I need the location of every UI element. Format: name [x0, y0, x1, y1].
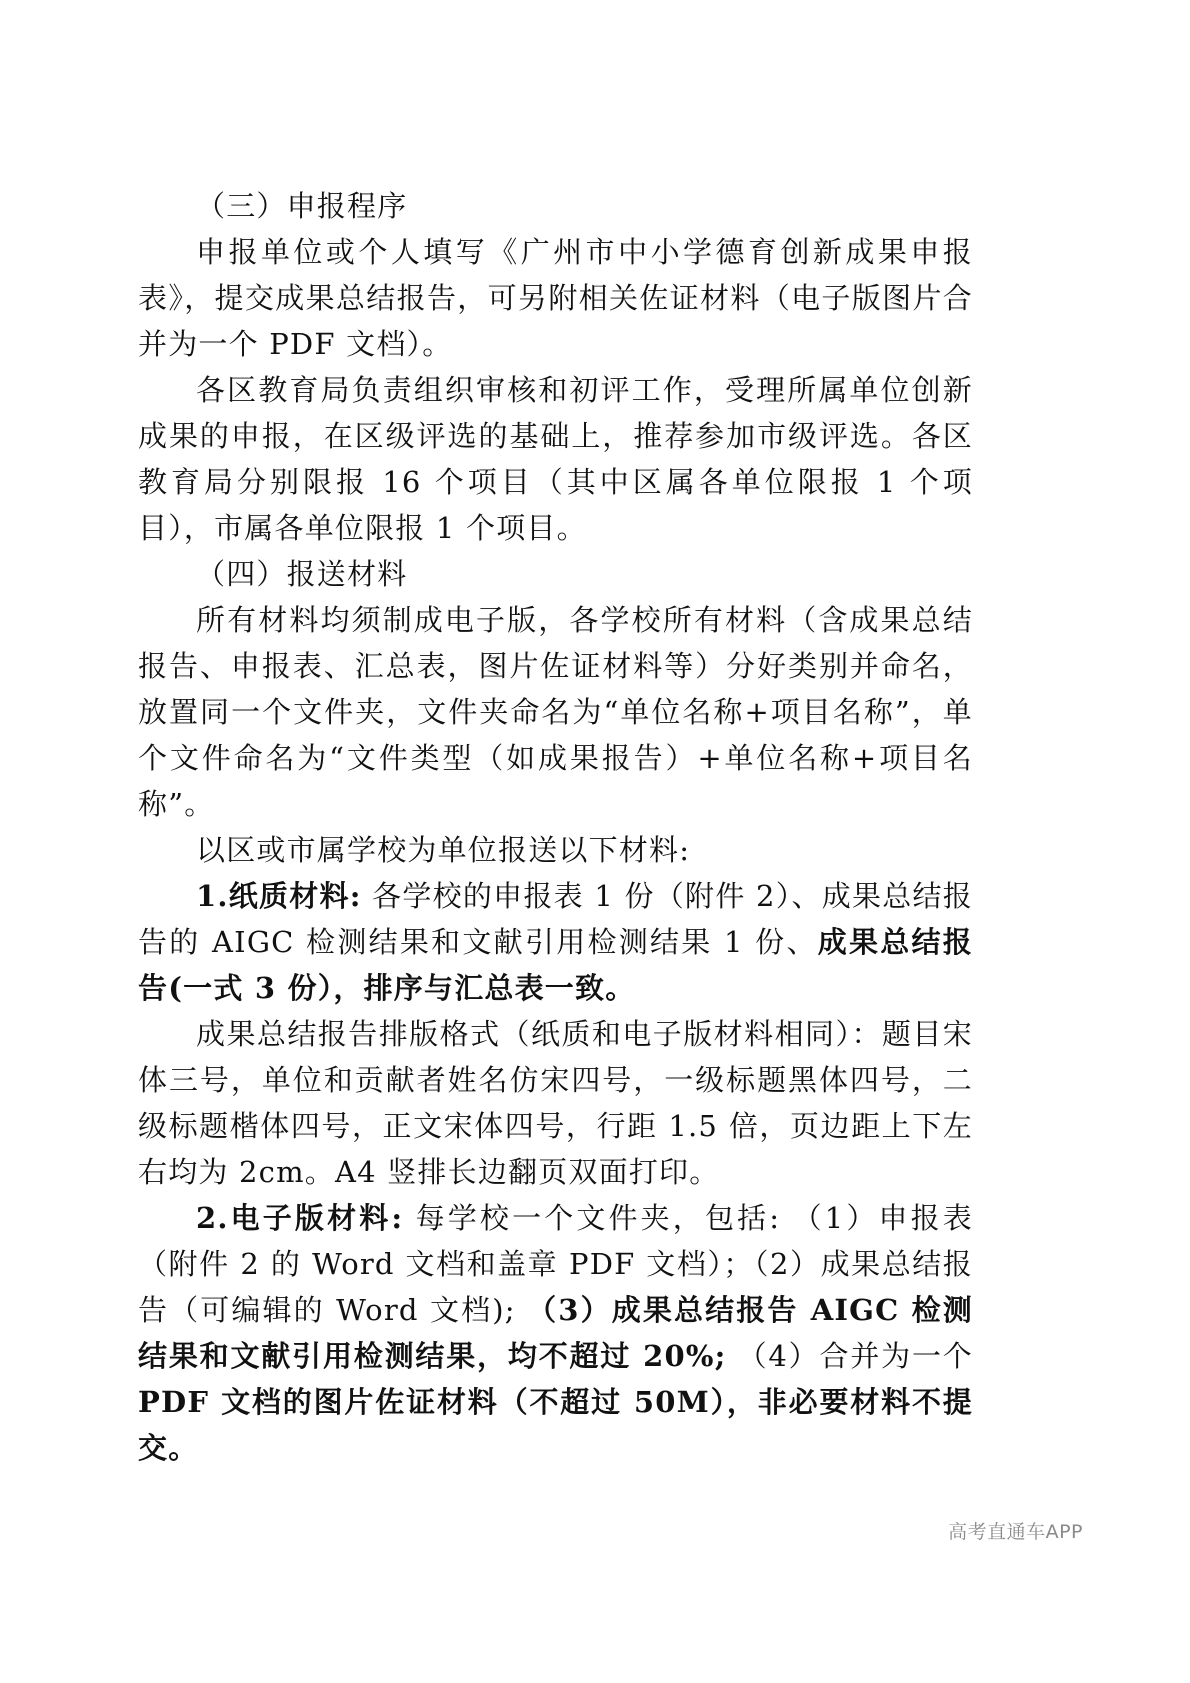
- paper-materials-label: 1.纸质材料:: [196, 879, 362, 913]
- section-heading-materials: （四）报送材料: [196, 557, 408, 591]
- paragraph-submission-intro: 以区或市属学校为单位报送以下材料:: [196, 833, 691, 867]
- electronic-materials-text-2: （4）合并为一个: [726, 1339, 973, 1373]
- paragraph-file-naming: 所有材料均须制成电子版，各学校所有材料（含成果总结报告、申报表、汇总表，图片佐证材料等）分好类别并命名，放置同一个文件夹，文件夹命名为“单位名称+项目名称”，单个文件命名为“文件类型（如成果报告）+单位名称+项目名称”。: [138, 603, 973, 821]
- electronic-materials-bold-1: （3）成果总结报告 AIGC 检测结果和文献引用检测结果，均不超过 20%;: [138, 1293, 973, 1373]
- document-body: [138, 183, 973, 1471]
- electronic-materials-text-1: 每学校一个文件夹，包括: （1）申报表（附件 2 的 Word 文档和盖章 PDF 文档）；（2）成果总结报告（可编辑的 Word 文档);: [138, 1201, 973, 1327]
- paragraph-application-form: 申报单位或个人填写《广州市中小学德育创新成果申报表》，提交成果总结报告，可另附相关佐证材料（电子版图片合并为一个 PDF 文档）。: [138, 235, 973, 361]
- paper-materials-text: 各学校的申报表 1 份（附件 2）、成果总结报告的 AIGC 检测结果和文献引用检测结果 1 份、: [138, 879, 973, 959]
- electronic-materials-label: 2.电子版材料:: [196, 1201, 404, 1235]
- paragraph-paper-materials: [138, 873, 973, 1011]
- section-heading-procedure: （三）申报程序: [196, 189, 408, 223]
- paragraph-electronic-materials: [138, 1195, 973, 1471]
- paragraph-district-review: 各区教育局负责组织审核和初评工作，受理所属单位创新成果的申报，在区级评选的基础上，推荐参加市级评选。各区教育局分别限报 16 个项目（其中区属各单位限报 1 个项目），市属各单位限报 1 个项目。: [138, 373, 973, 545]
- electronic-materials-bold-2: PDF 文档的图片佐证材料（不超过 50M），非必要材料不提交。: [138, 1385, 973, 1465]
- paper-materials-bold-tail: 成果总结报告(一式 3 份），排序与汇总表一致。: [138, 925, 973, 1005]
- paragraph-format-requirements: 成果总结报告排版格式（纸质和电子版材料相同）：题目宋体三号，单位和贡献者姓名仿宋四号，一级标题黑体四号，二级标题楷体四号，正文宋体四号，行距 1.5 倍，页边距上下左右均为 2cm。A4 竖排长边翻页双面打印。: [138, 1017, 973, 1189]
- watermark-text: 高考直通车APP: [948, 1521, 1083, 1543]
